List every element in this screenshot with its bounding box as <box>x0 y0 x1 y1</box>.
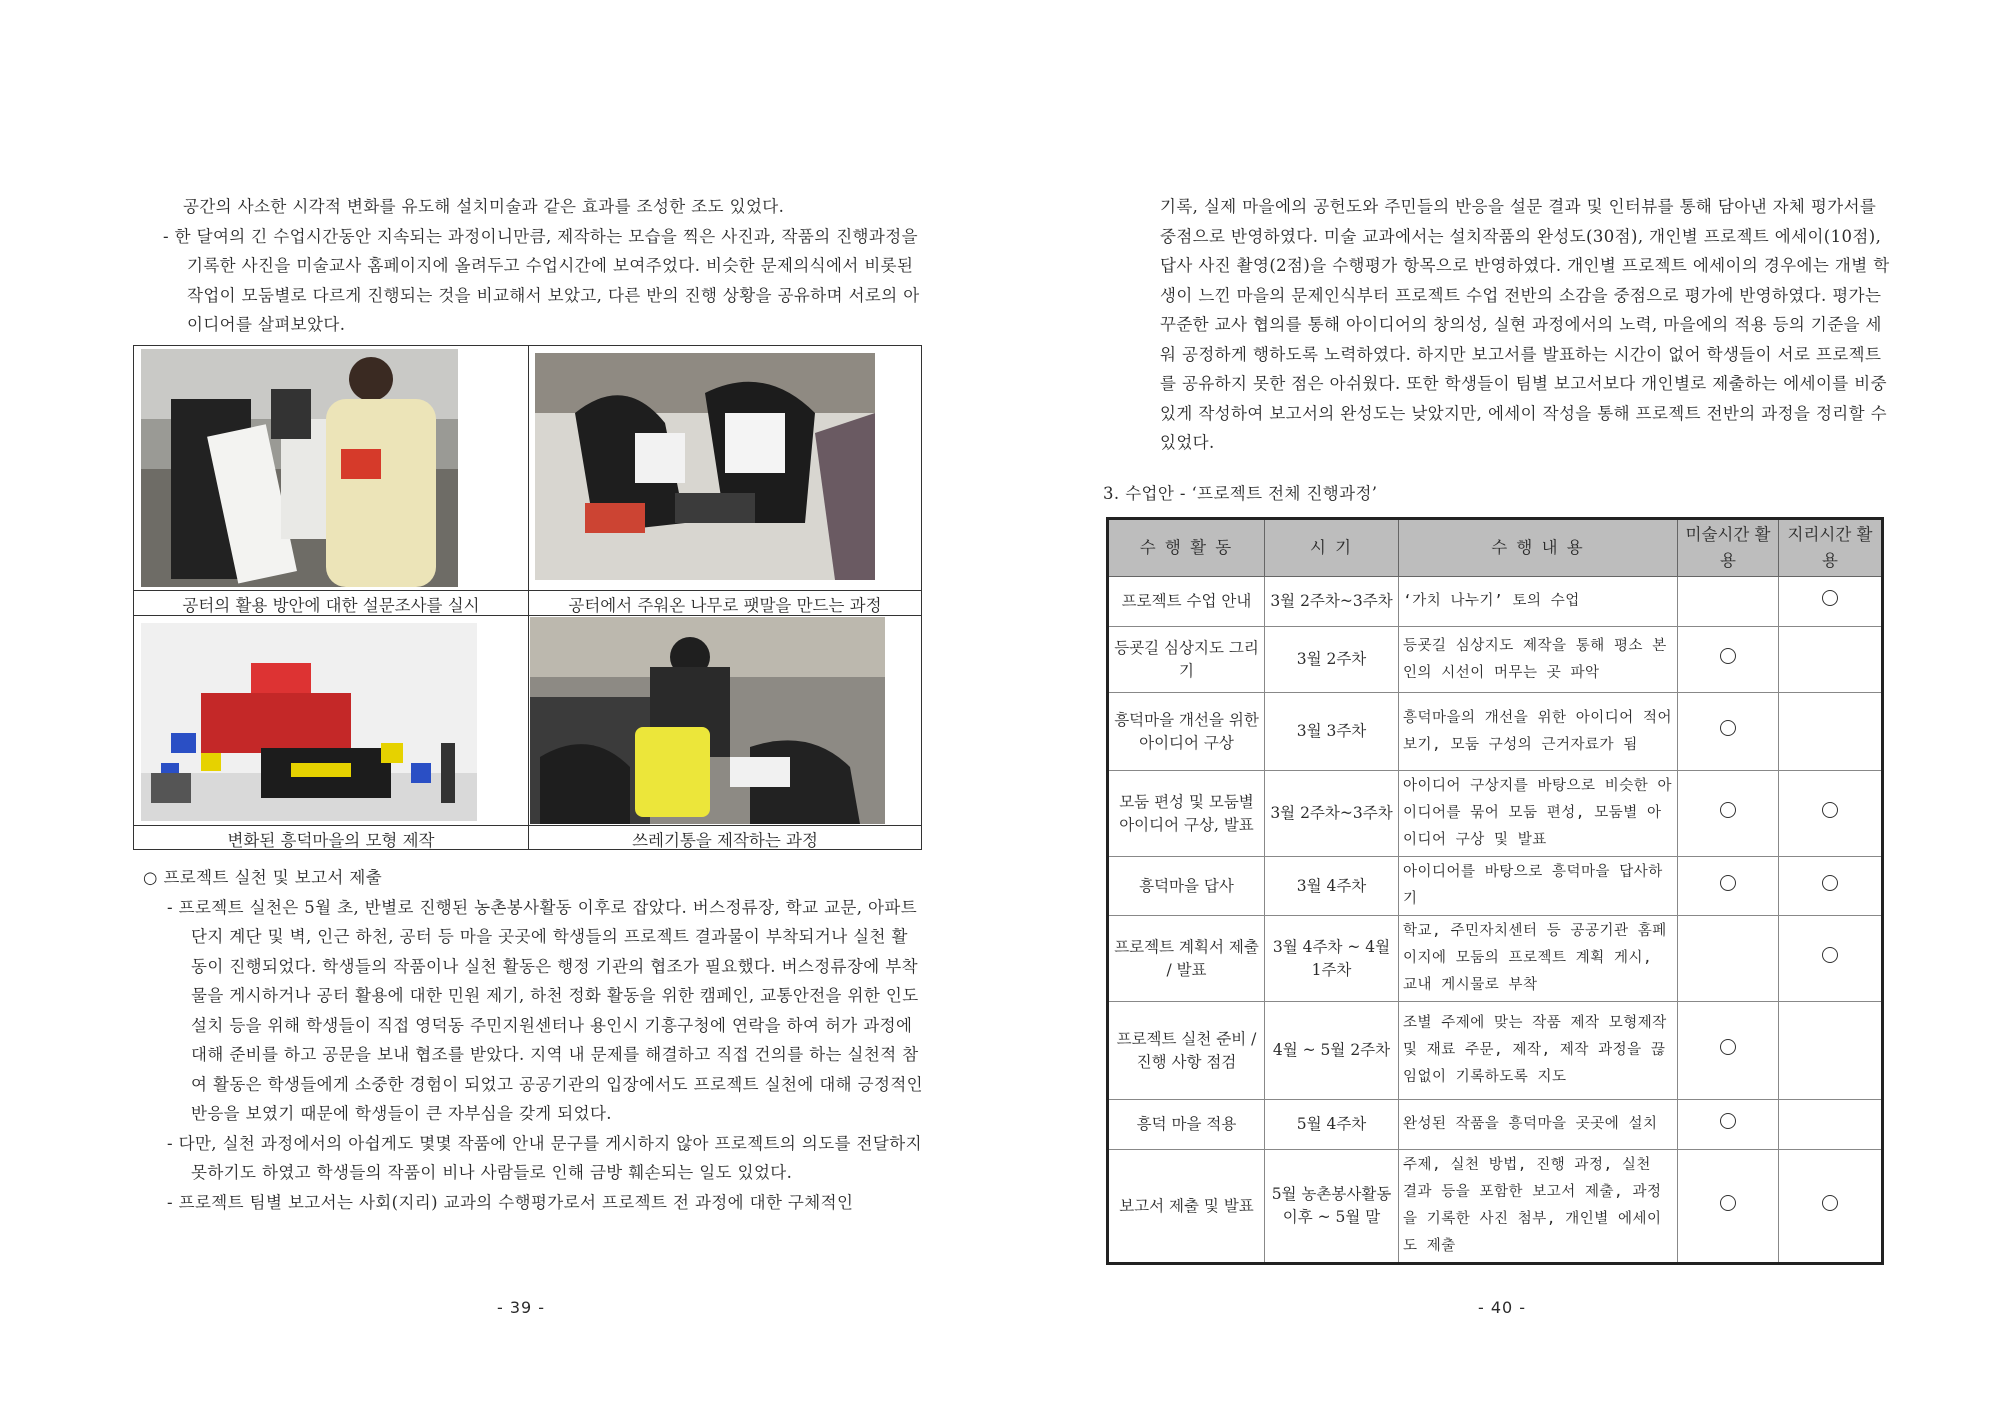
table-row <box>1108 577 1883 627</box>
circle-mark-icon <box>1822 947 1838 963</box>
art-usage-cell <box>1678 1002 1779 1100</box>
photo-caption: 공터의 활용 방안에 대한 설문조사를 실시 <box>182 596 480 615</box>
content-cell: 학교, 주민자치센터 등 공공기관 홈페이지에 모둠의 프로젝트 계획 게시, 교내 게시물로 부착 <box>1399 916 1678 1002</box>
activity-cell: 흥덕 마을 적용 <box>1108 1100 1265 1150</box>
content-cell: 주제, 실천 방법, 진행 과정, 실천 결과 등을 포함한 보고서 제출, 과정을 기록한 사진 첨부, 개인별 에세이도 제출 <box>1399 1150 1678 1264</box>
header-activity: 수 행 활 동 <box>1108 519 1265 577</box>
activity-cell: 프로젝트 수업 안내 <box>1108 577 1265 627</box>
section-title: ○ 프로젝트 실천 및 보고서 제출 <box>143 868 383 887</box>
content-cell: ‘가치 나누기’ 토의 수업 <box>1399 577 1678 627</box>
circle-mark-icon <box>1822 802 1838 818</box>
activity-cell: 프로젝트 계획서 제출 / 발표 <box>1108 916 1265 1002</box>
photo-caption: 변화된 흥덕마을의 모형 제작 <box>227 831 435 850</box>
paragraph: 공간의 사소한 시각적 변화를 유도해 설치미술과 같은 효과를 조성한 조도 있었다. <box>183 197 785 216</box>
art-usage-cell <box>1678 1100 1779 1150</box>
activity-cell: 프로젝트 실천 준비 / 진행 사항 점검 <box>1108 1002 1265 1100</box>
section-heading: 3. 수업안 - ‘프로젝트 전체 진행과정’ <box>1103 484 1378 503</box>
period-cell: 3월 4주차 ~ 4월 1주차 <box>1265 916 1399 1002</box>
circle-mark-icon <box>1822 1195 1838 1211</box>
activity-cell: 흥덕마을 답사 <box>1108 857 1265 916</box>
circle-mark-icon <box>1720 648 1736 664</box>
geo-usage-cell <box>1779 627 1883 693</box>
activity-cell: 모둠 편성 및 모둠별 아이디어 구상, 발표 <box>1108 771 1265 857</box>
body-text <box>1160 192 1895 458</box>
lesson-plan-table <box>1106 517 1884 1265</box>
sign-making-photo <box>535 353 875 580</box>
circle-mark-icon <box>1720 720 1736 736</box>
trash-can-photo <box>530 617 885 824</box>
geo-usage-cell <box>1779 771 1883 857</box>
activity-cell: 보고서 제출 및 발표 <box>1108 1150 1265 1264</box>
photo-cell <box>134 616 528 849</box>
village-model-photo <box>141 623 477 821</box>
period-cell: 3월 2주차 <box>1265 627 1399 693</box>
survey-photo <box>141 349 458 587</box>
content-cell: 완성된 작품을 흥덕마을 곳곳에 설치 <box>1399 1100 1678 1150</box>
content-cell: 아이디어 구상지를 바탕으로 비슷한 아이디어를 묶어 모둠 편성, 모둠별 아이디어 구상 및 발표 <box>1399 771 1678 857</box>
table-row <box>1108 627 1883 693</box>
table-row <box>1108 771 1883 857</box>
art-usage-cell <box>1678 1150 1779 1264</box>
table-header-row <box>1108 519 1883 577</box>
content-cell: 아이디어를 바탕으로 흥덕마을 답사하기 <box>1399 857 1678 916</box>
geo-usage-cell <box>1779 1150 1883 1264</box>
body-text-top <box>163 192 923 340</box>
circle-mark-icon <box>1720 1195 1736 1211</box>
circle-mark-icon <box>1822 875 1838 891</box>
geo-usage-cell <box>1779 1002 1883 1100</box>
photo-cell <box>134 346 528 615</box>
photo-cell <box>529 616 921 849</box>
art-usage-cell <box>1678 771 1779 857</box>
geo-usage-cell <box>1779 1100 1883 1150</box>
photo-caption: 쓰레기통을 제작하는 과정 <box>632 831 818 850</box>
paragraph: - 프로젝트 팀별 보고서는 사회(지리) 교과의 수행평가로서 프로젝트 전 과정에 대한 구체적인 <box>167 1192 854 1212</box>
geo-usage-cell <box>1779 577 1883 627</box>
geo-usage-cell <box>1779 857 1883 916</box>
body-text-bottom <box>143 863 923 1217</box>
table-row <box>1108 1150 1883 1264</box>
page-number: - 40 - <box>1478 1298 1527 1317</box>
photo-cell <box>529 346 921 615</box>
period-cell: 3월 2주차~3주차 <box>1265 577 1399 627</box>
paragraph: - 다만, 실천 과정에서의 아쉽게도 몇몇 작품에 안내 문구를 게시하지 않아 프로젝트의 의도를 전달하지 못하기도 하였고 학생들의 작품이 비나 사람들로 인해 금방 훼손되는 일도 있었다. <box>167 1133 922 1182</box>
circle-mark-icon <box>1720 1039 1736 1055</box>
content-cell: 등굣길 심상지도 제작을 통해 평소 본인의 시선이 머무는 곳 파악 <box>1399 627 1678 693</box>
period-cell: 5월 농촌봉사활동 이후 ~ 5월 말 <box>1265 1150 1399 1264</box>
art-usage-cell <box>1678 693 1779 771</box>
circle-mark-icon <box>1720 802 1736 818</box>
period-cell: 5월 4주차 <box>1265 1100 1399 1150</box>
paragraph: 기록, 실제 마을에의 공헌도와 주민들의 반응을 설문 결과 및 인터뷰를 통해 담아낸 자체 평가서를 중점으로 반영하였다. 미술 교과에서는 설치작품의 완성도(30점), 개인별 프로젝트 에세이(10점), 답사 사진 촬영(2점)을 수행평가 항목으로 반영하였다. 개인별 프로젝트 에세이의 경우에는 개별 학생이 느낀 마을의 문제인식부터 프로젝트 수업 전반의 소감을 중점으로 평가에 반영하였다. 평가는 꾸준한 교사 협의를 통해 아이디어의 창의성, 실현 과정에서의 노력, 마을에의 적용 등의 기준을 세워 공정하게 행하도록 노력하였다. 하지만 보고서를 발표하는 시간이 없어 학생들이 서로 프로젝트를 공유하지 못한 점은 아쉬웠다. 또한 학생들이 팀별 보고서보다 개인별로 제출하는 에세이를 비중 있게 작성하여 보고서의 완성도는 낮았지만, 에세이 작성을 통해 프로젝트 전반의 과정을 정리할 수 있었다. <box>1160 197 1890 452</box>
header-geo: 지리시간 활용 <box>1779 519 1883 577</box>
page-number: - 39 - <box>497 1298 546 1317</box>
paragraph: - 프로젝트 실천은 5월 초, 반별로 진행된 농촌봉사활동 이후로 잡았다. 버스정류장, 학교 교문, 아파트 단지 계단 및 벽, 인근 하천, 공터 등 마을 곳곳에 학생들의 프로젝트 결과물이 부착되거나 실천 활동이 진행되었다. 학생들의 작품이나 실천 활동은 행정 기관의 협조가 필요했다. 버스정류장에 부착물을 게시하거나 공터 활용에 대한 민원 제기, 하천 정화 활동을 위한 캠페인, 교통안전을 위한 인도 설치 등을 위해 학생들이 직접 영덕동 주민지원센터나 용인시 기흥구청에 연락을 하여 허가 과정에 대해 준비를 하고 공문을 보내 협조를 받았다. 지역 내 문제를 해결하고 직접 건의를 하는 실천적 참여 활동은 학생들에게 소중한 경험이 되었고 공공기관의 입장에서도 프로젝트 실천에 대해 긍정적인 반응을 보였기 때문에 학생들이 큰 자부심을 갖게 되었다. <box>167 897 923 1123</box>
header-period: 시 기 <box>1265 519 1399 577</box>
circle-mark-icon <box>1822 590 1838 606</box>
photo-caption: 공터에서 주워온 나무로 팻말을 만드는 과정 <box>568 596 882 615</box>
photo-grid <box>133 345 922 850</box>
table-row <box>1108 1002 1883 1100</box>
table-row <box>1108 693 1883 771</box>
right-page <box>1000 0 2000 1413</box>
art-usage-cell <box>1678 916 1779 1002</box>
table-row <box>1108 916 1883 1002</box>
period-cell: 3월 3주차 <box>1265 693 1399 771</box>
content-cell: 조별 주제에 맞는 작품 제작 모형제작 및 재료 주문, 제작, 제작 과정을 끊임없이 기록하도록 지도 <box>1399 1002 1678 1100</box>
table-row <box>1108 1100 1883 1150</box>
geo-usage-cell <box>1779 693 1883 771</box>
period-cell: 3월 2주차~3주차 <box>1265 771 1399 857</box>
table-row <box>1108 857 1883 916</box>
header-art: 미술시간 활용 <box>1678 519 1779 577</box>
circle-mark-icon <box>1720 875 1736 891</box>
header-content: 수 행 내 용 <box>1399 519 1678 577</box>
activity-cell: 흥덕마을 개선을 위한 아이디어 구상 <box>1108 693 1265 771</box>
circle-mark-icon <box>1720 1113 1736 1129</box>
activity-cell: 등굣길 심상지도 그리기 <box>1108 627 1265 693</box>
content-cell: 흥덕마을의 개선을 위한 아이디어 적어보기, 모둠 구성의 근거자료가 됨 <box>1399 693 1678 771</box>
art-usage-cell <box>1678 577 1779 627</box>
art-usage-cell <box>1678 857 1779 916</box>
period-cell: 3월 4주차 <box>1265 857 1399 916</box>
art-usage-cell <box>1678 627 1779 693</box>
period-cell: 4월 ~ 5월 2주차 <box>1265 1002 1399 1100</box>
geo-usage-cell <box>1779 916 1883 1002</box>
paragraph: - 한 달여의 긴 수업시간동안 지속되는 과정이니만큼, 제작하는 모습을 찍은 사진과, 작품의 진행과정을 기록한 사진을 미술교사 홈페이지에 올려두고 수업시간에 보여주었다. 비슷한 문제의식에서 비롯된 작업이 모둠별로 다르게 진행되는 것을 비교해서 보았고, 다른 반의 진행 상황을 공유하며 서로의 아이디어를 살펴보았다. <box>163 226 920 334</box>
